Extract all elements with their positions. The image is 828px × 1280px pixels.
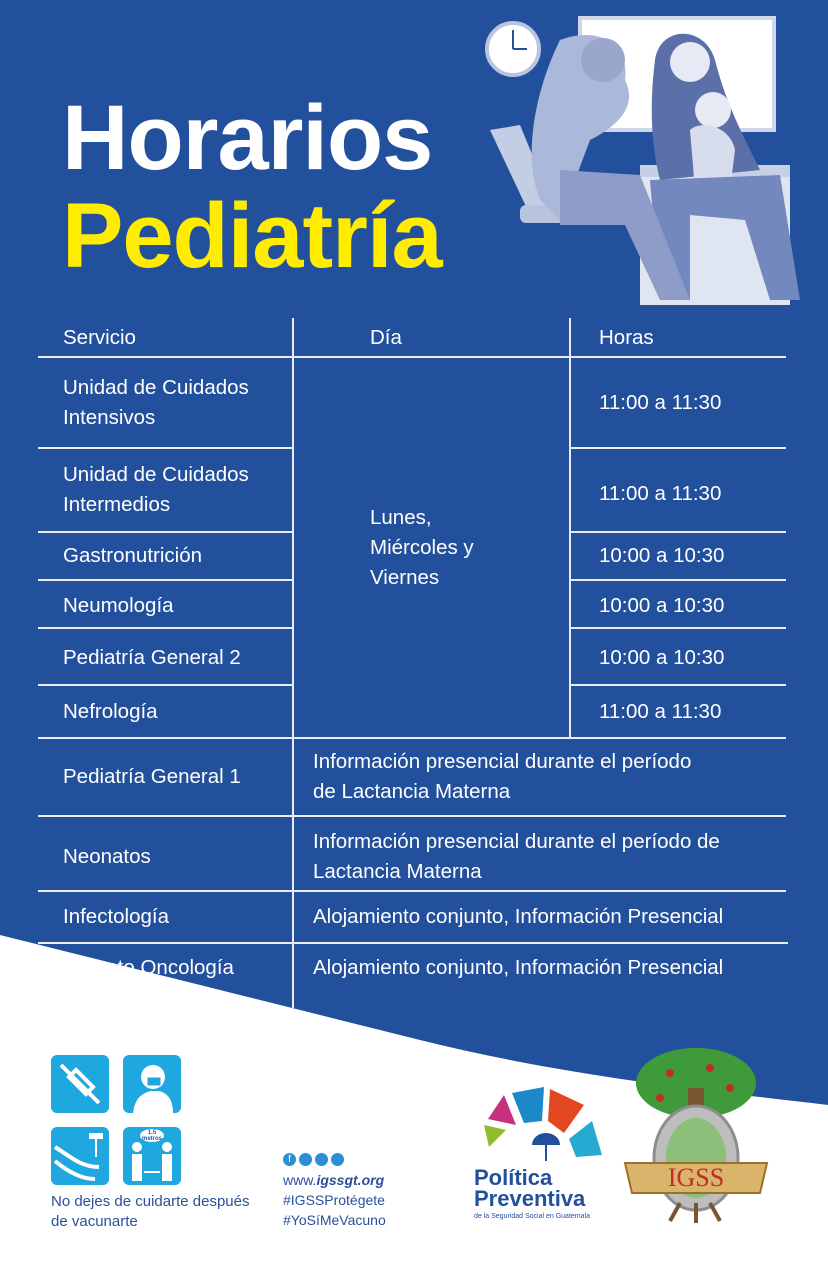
hashtag: #IGSSProtégete	[283, 1192, 385, 1208]
igss-logo-text: IGSS	[667, 1163, 725, 1192]
table-row-servicio: Neumología	[63, 594, 174, 617]
table-row-horas: 10:00 a 10:30	[599, 645, 725, 669]
table-row-servicio: Unidad de Cuidados Intensivos	[63, 375, 249, 429]
logo-line2: Preventiva	[474, 1186, 586, 1211]
table-row-horas: 11:00 a 11:30	[599, 699, 722, 723]
instagram-icon[interactable]	[331, 1153, 344, 1166]
website-prefix: www.	[283, 1172, 317, 1188]
table-row-horas: 11:00 a 11:30	[599, 390, 722, 414]
face-mask-icon	[123, 1055, 181, 1113]
table-row-servicio: Hemato Oncología	[63, 956, 234, 979]
table-row-horas: 10:00 a 10:30	[599, 544, 725, 567]
table-row-servicio: Pediatría General 2	[63, 645, 241, 669]
title-horarios: Horarios	[62, 87, 433, 189]
table-row-servicio: Neonatos	[63, 845, 151, 868]
table-row-info: Alojamiento conjunto, Información Presencial	[313, 956, 724, 979]
twitter-icon[interactable]	[299, 1153, 312, 1166]
shared-day: Lunes, Miércoles y Viernes	[370, 505, 474, 589]
politica-preventiva-logo	[474, 1085, 614, 1230]
header-dia: Día	[370, 326, 402, 349]
logo-sub: de la Seguridad Social en Guatemala	[474, 1213, 590, 1220]
logo-line1: Política	[474, 1165, 553, 1190]
table-row-info: Información presencial durante el período de Lactancia Materna	[313, 830, 720, 883]
table-row-servicio: Gastronutrición	[63, 544, 203, 567]
social-icons	[283, 1153, 344, 1166]
distance-label: 1.5 metros	[141, 1129, 162, 1142]
hand-wash-icon	[51, 1127, 109, 1185]
youtube-icon[interactable]	[315, 1153, 328, 1166]
header-horas: Horas	[599, 326, 654, 349]
reminder-text: No dejes de cuidarte después de vacunarte	[51, 1193, 250, 1230]
divider	[569, 318, 571, 738]
title-pediatria: Pediatría	[62, 185, 442, 287]
syringe-icon	[51, 1055, 109, 1113]
table-row-horas: 11:00 a 11:30	[599, 482, 722, 505]
igss-logo	[620, 1043, 772, 1223]
table-row-servicio: Pediatría General 1	[63, 765, 241, 788]
header-servicio: Servicio	[63, 326, 136, 349]
table-row-info: Información presencial durante el período de Lactancia Materna	[313, 750, 692, 803]
table-row-servicio: Nefrología	[63, 699, 158, 723]
table-row-info: Alojamiento conjunto, Información Presencial	[313, 905, 724, 928]
facebook-icon[interactable]: f	[283, 1153, 296, 1166]
hashtag: #YoSíMeVacuno	[283, 1212, 386, 1228]
table-row-servicio: Infectología	[63, 905, 169, 928]
distance-icon	[123, 1127, 181, 1185]
divider	[292, 318, 294, 1008]
table-row-horas: 10:00 a 10:30	[599, 594, 725, 617]
table-row-servicio: Unidad de Cuidados Intermedios	[63, 463, 249, 516]
website-domain: igssgt.org	[316, 1172, 385, 1188]
website-link[interactable]	[283, 1170, 384, 1190]
